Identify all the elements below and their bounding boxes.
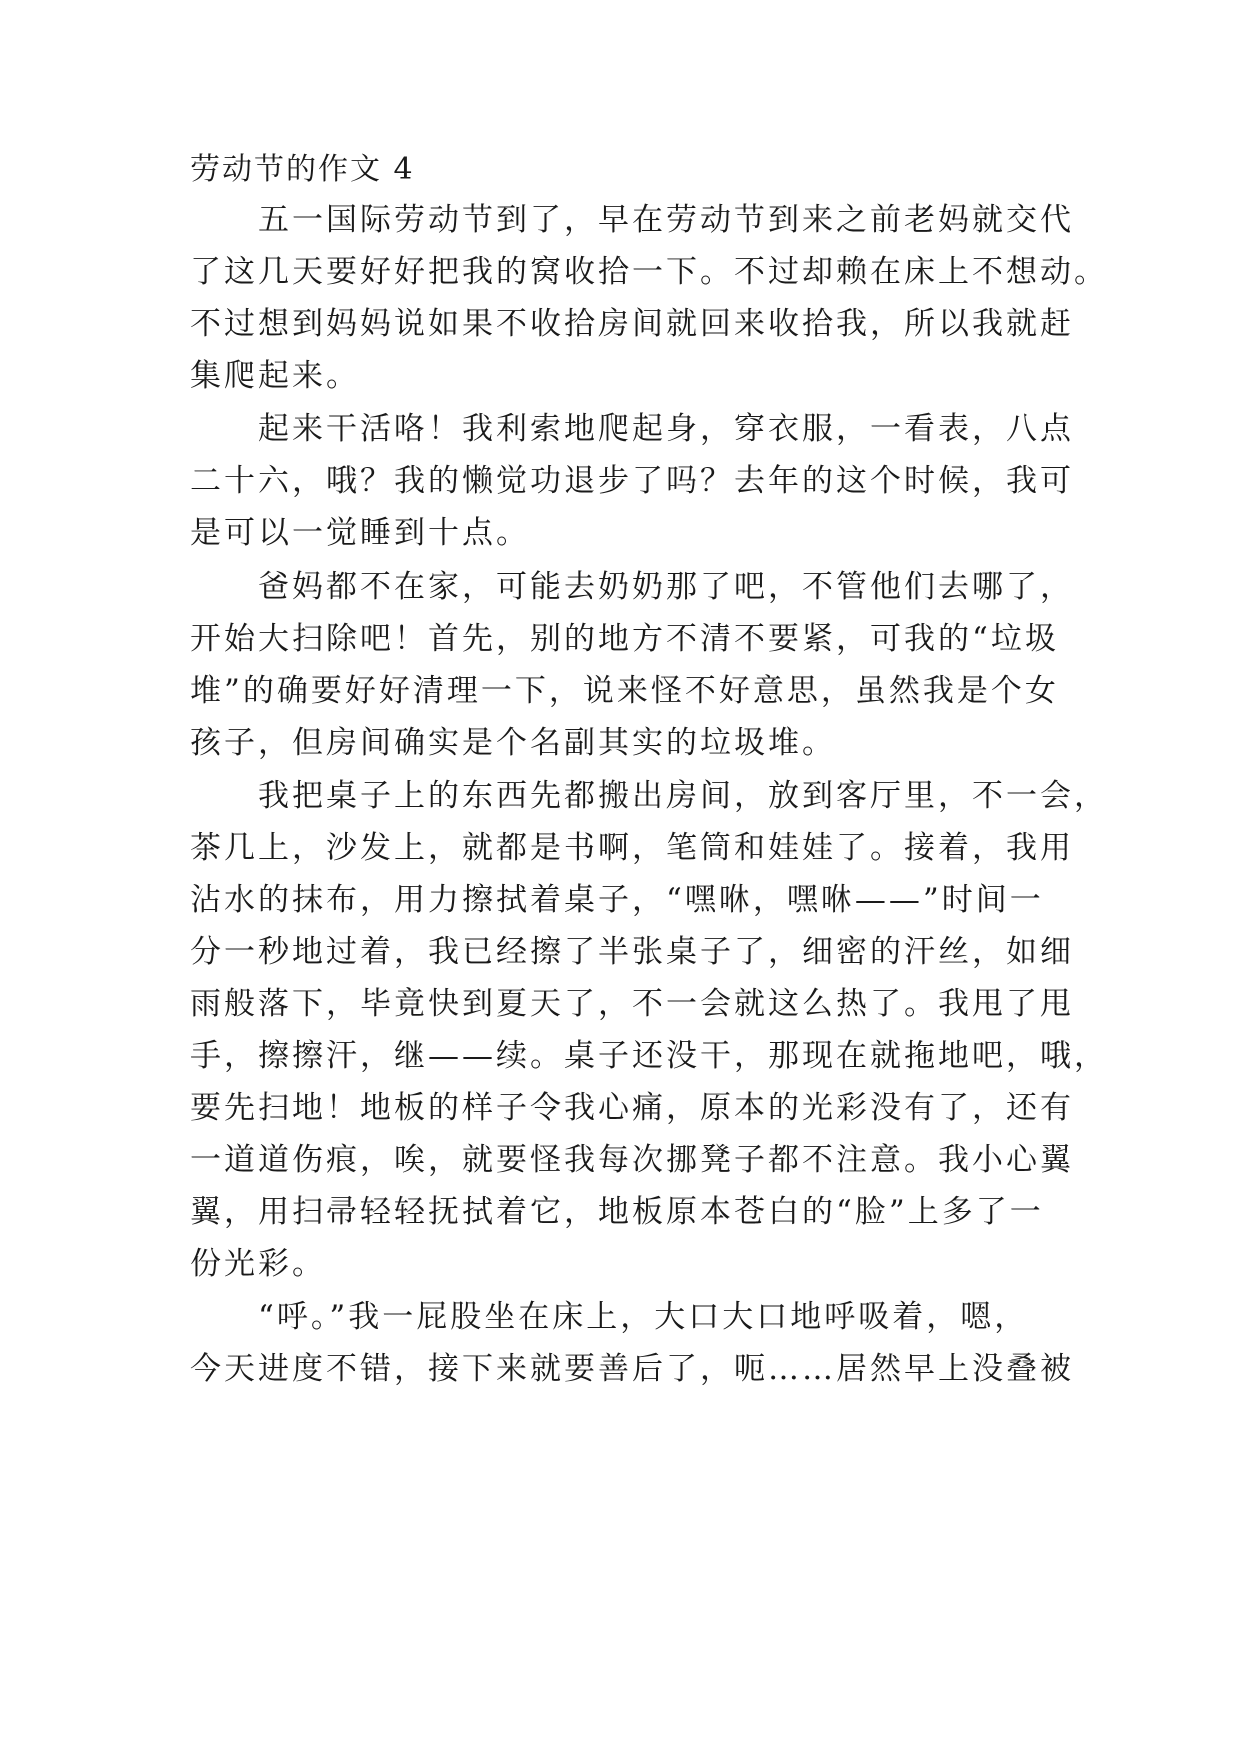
- text-line: 起来干活咯！我利索地爬起身，穿衣服，一看表，八点: [190, 411, 1074, 447]
- text-line: 一道道伤痕，唉，就要怪我每次挪凳子都不注意。我小心翼: [190, 1142, 1074, 1178]
- text-line: 茶几上，沙发上，就都是书啊，笔筒和娃娃了。接着，我用: [190, 830, 1074, 866]
- text-line: 了这几天要好好把我的窝收拾一下。不过却赖在床上不想动。: [190, 254, 1108, 290]
- text-line: 沾水的抹布，用力擦拭着桌子，“嘿咻，嘿咻——”时间一: [190, 882, 1044, 918]
- text-line: 今天进度不错，接下来就要善后了，呃……居然早上没叠被: [190, 1351, 1074, 1387]
- text-line: 孩子，但房间确实是个名副其实的垃圾堆。: [190, 725, 836, 761]
- text-line: 爸妈都不在家，可能去奶奶那了吧，不管他们去哪了，: [190, 569, 1074, 605]
- text-line: 是可以一觉睡到十点。: [190, 515, 530, 551]
- text-line: 二十六，哦？我的懒觉功退步了吗？去年的这个时候，我可: [190, 463, 1074, 499]
- text-line: 份光彩。: [190, 1246, 326, 1282]
- text-line: 要先扫地！地板的样子令我心痛，原本的光彩没有了，还有: [190, 1090, 1074, 1126]
- text-line: 五一国际劳动节到了，早在劳动节到来之前老妈就交代: [190, 202, 1074, 238]
- text-line: 不过想到妈妈说如果不收拾房间就回来收拾我，所以我就赶: [190, 306, 1074, 342]
- text-line: 雨般落下，毕竟快到夏天了，不一会就这么热了。我甩了甩: [190, 986, 1074, 1022]
- text-line: 集爬起来。: [190, 358, 360, 394]
- text-line: 开始大扫除吧！首先，别的地方不清不要紧，可我的“垃圾: [190, 621, 1059, 657]
- text-line: 手，擦擦汗，继——续。桌子还没干，那现在就拖地吧，哦，: [190, 1038, 1108, 1074]
- text-line: 堆”的确要好好清理一下，说来怪不好意思，虽然我是个女: [190, 673, 1059, 709]
- document-title: 劳动节的作文 4: [190, 152, 415, 187]
- text-line: 分一秒地过着，我已经擦了半张桌子了，细密的汗丝，如细: [190, 934, 1074, 970]
- text-line: “呼。”我一屁股坐在床上，大口大口地呼吸着，嗯，: [190, 1299, 1029, 1335]
- text-line: 翼，用扫帚轻轻抚拭着它，地板原本苍白的“脸”上多了一: [190, 1194, 1044, 1230]
- text-line: 我把桌子上的东西先都搬出房间，放到客厅里，不一会，: [190, 778, 1108, 814]
